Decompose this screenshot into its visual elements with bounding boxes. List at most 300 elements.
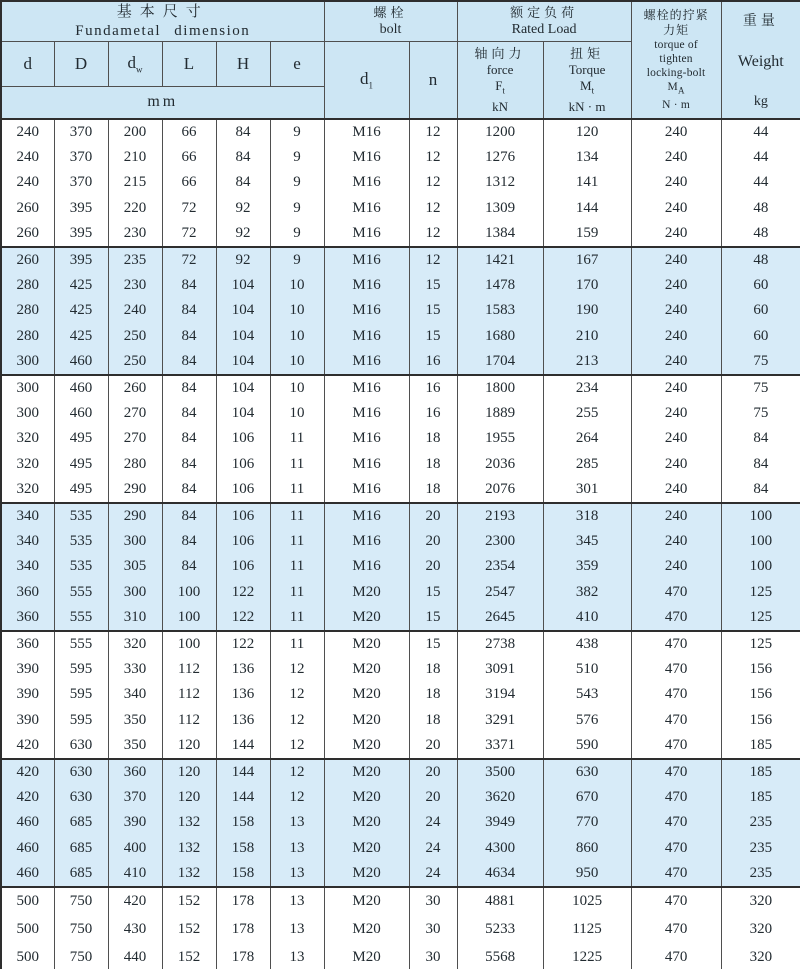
cell: 340	[108, 682, 162, 708]
cell: 125	[721, 580, 800, 606]
cell: 84	[162, 375, 216, 401]
cell: 100	[721, 503, 800, 529]
cell: 10	[270, 298, 324, 324]
cell: 1384	[457, 221, 543, 247]
cell: 9	[270, 145, 324, 171]
cell: 72	[162, 221, 216, 247]
cell: 1309	[457, 196, 543, 222]
cell: 345	[543, 529, 631, 555]
cell: 2193	[457, 503, 543, 529]
table-row	[1, 631, 800, 657]
cell: 156	[721, 656, 800, 682]
cell: 9	[270, 221, 324, 247]
cell: M16	[324, 477, 409, 503]
cell: 460	[1, 810, 54, 836]
cell: 178	[216, 915, 270, 943]
cell: 240	[631, 349, 721, 375]
cell: 425	[54, 273, 108, 299]
cell: 10	[270, 349, 324, 375]
cell: 48	[721, 196, 800, 222]
header-col-dw: $d_w$	[108, 41, 162, 86]
table-row	[1, 656, 800, 682]
cell: 11	[270, 477, 324, 503]
cell: 235	[721, 810, 800, 836]
cell: 240	[1, 145, 54, 171]
cell: 92	[216, 196, 270, 222]
cell: M16	[324, 349, 409, 375]
cell: 240	[631, 119, 721, 145]
cell: M20	[324, 810, 409, 836]
cell: 240	[631, 477, 721, 503]
cell: 495	[54, 426, 108, 452]
cell: 1225	[543, 943, 631, 969]
cell: 670	[543, 784, 631, 810]
header-bolt-en: bolt	[379, 22, 402, 38]
header-col-e: e	[270, 41, 324, 86]
cell: 100	[162, 631, 216, 657]
header-bolt-zh: 螺栓	[373, 5, 408, 21]
cell: 320	[721, 943, 800, 969]
cell: 630	[543, 759, 631, 785]
cell: 84	[162, 503, 216, 529]
cell: 152	[162, 915, 216, 943]
cell: M16	[324, 221, 409, 247]
cell: 470	[631, 784, 721, 810]
cell: 158	[216, 861, 270, 887]
cell: 470	[631, 759, 721, 785]
cell: 12	[409, 145, 457, 171]
cell: 470	[631, 682, 721, 708]
cell: 595	[54, 656, 108, 682]
cell: 220	[108, 196, 162, 222]
table-row	[1, 119, 800, 145]
cell: 84	[162, 324, 216, 350]
cell: 48	[721, 247, 800, 273]
cell: 1276	[457, 145, 543, 171]
cell: 350	[108, 733, 162, 759]
cell: 280	[1, 324, 54, 350]
table-row	[1, 401, 800, 427]
cell: M16	[324, 401, 409, 427]
cell: 470	[631, 887, 721, 915]
cell: 460	[54, 349, 108, 375]
cell: 390	[108, 810, 162, 836]
header-axial-force-unit: kN	[492, 98, 508, 114]
table-row	[1, 529, 800, 555]
cell: M16	[324, 119, 409, 145]
cell: 24	[409, 810, 457, 836]
cell: 112	[162, 682, 216, 708]
cell: 141	[543, 170, 631, 196]
cell: 18	[409, 656, 457, 682]
cell: 320	[721, 915, 800, 943]
cell: 13	[270, 861, 324, 887]
cell: 104	[216, 324, 270, 350]
table-row	[1, 170, 800, 196]
table-row	[1, 915, 800, 943]
header-axial-force-en: force	[486, 61, 514, 77]
cell: 12	[409, 196, 457, 222]
cell: 250	[108, 324, 162, 350]
cell: 15	[409, 631, 457, 657]
cell: 144	[216, 733, 270, 759]
cell: M20	[324, 580, 409, 606]
cell: 3620	[457, 784, 543, 810]
table-row	[1, 221, 800, 247]
cell: 200	[108, 119, 162, 145]
cell: 340	[1, 554, 54, 580]
cell: 158	[216, 810, 270, 836]
cell: 210	[543, 324, 631, 350]
cell: 500	[1, 915, 54, 943]
cell: 460	[54, 401, 108, 427]
table-row	[1, 298, 800, 324]
cell: 20	[409, 784, 457, 810]
header-locking-torque-unit: N · m	[662, 98, 690, 111]
cell: 240	[631, 503, 721, 529]
cell: 3371	[457, 733, 543, 759]
cell: 12	[270, 759, 324, 785]
cell: 92	[216, 247, 270, 273]
cell: 590	[543, 733, 631, 759]
cell: 44	[721, 145, 800, 171]
cell: 12	[270, 784, 324, 810]
cell: 320	[1, 452, 54, 478]
cell: 9	[270, 119, 324, 145]
cell: 535	[54, 529, 108, 555]
cell: 120	[543, 119, 631, 145]
cell: 15	[409, 605, 457, 631]
cell: 75	[721, 401, 800, 427]
cell: 11	[270, 605, 324, 631]
cell: 48	[721, 221, 800, 247]
table-row	[1, 943, 800, 969]
header-torque-symbol: $M_t$	[580, 77, 595, 96]
cell: 240	[1, 119, 54, 145]
cell: 305	[108, 554, 162, 580]
cell: 152	[162, 943, 216, 969]
table-row	[1, 503, 800, 529]
cell: 685	[54, 810, 108, 836]
cell: 320	[721, 887, 800, 915]
cell: 330	[108, 656, 162, 682]
cell: 370	[54, 119, 108, 145]
cell: M20	[324, 708, 409, 734]
cell: 250	[108, 349, 162, 375]
cell: 240	[631, 145, 721, 171]
cell: 390	[1, 708, 54, 734]
cell: 122	[216, 580, 270, 606]
cell: 630	[54, 733, 108, 759]
cell: 240	[108, 298, 162, 324]
header-weight	[721, 1, 800, 119]
cell: 84	[216, 170, 270, 196]
cell: 213	[543, 349, 631, 375]
cell: 170	[543, 273, 631, 299]
cell: 543	[543, 682, 631, 708]
cell: 360	[1, 631, 54, 657]
cell: 470	[631, 861, 721, 887]
cell: 400	[108, 836, 162, 862]
cell: 84	[162, 349, 216, 375]
table-row	[1, 375, 800, 401]
cell: 100	[162, 580, 216, 606]
cell: 60	[721, 273, 800, 299]
table-row	[1, 836, 800, 862]
cell: 104	[216, 298, 270, 324]
cell: 320	[1, 477, 54, 503]
cell: 1312	[457, 170, 543, 196]
header-col-D: D	[54, 41, 108, 86]
cell: 235	[108, 247, 162, 273]
cell: 470	[631, 631, 721, 657]
cell: 555	[54, 631, 108, 657]
header-torque-en: Torque	[568, 61, 606, 77]
cell: 18	[409, 477, 457, 503]
cell: 106	[216, 503, 270, 529]
cell: 270	[108, 401, 162, 427]
cell: M16	[324, 375, 409, 401]
cell: 555	[54, 605, 108, 631]
cell: 235	[721, 861, 800, 887]
cell: 2076	[457, 477, 543, 503]
cell: 13	[270, 836, 324, 862]
header-col-d1: $d_1$	[324, 41, 409, 119]
cell: 60	[721, 298, 800, 324]
cell: 3091	[457, 656, 543, 682]
cell: 13	[270, 887, 324, 915]
cell: 9	[270, 247, 324, 273]
cell: 535	[54, 503, 108, 529]
cell: M20	[324, 861, 409, 887]
cell: 10	[270, 401, 324, 427]
cell: 285	[543, 452, 631, 478]
cell: 9	[270, 196, 324, 222]
cell: 12	[409, 221, 457, 247]
header-locking-torque-en1: torque of	[654, 39, 698, 52]
cell: 290	[108, 503, 162, 529]
header-col-axial-force	[457, 41, 543, 119]
cell: 185	[721, 733, 800, 759]
cell: 156	[721, 708, 800, 734]
header-col-n: n	[409, 41, 457, 119]
cell: 310	[108, 605, 162, 631]
cell: 106	[216, 554, 270, 580]
cell: 24	[409, 836, 457, 862]
cell: 18	[409, 708, 457, 734]
cell: 230	[108, 221, 162, 247]
cell: 84	[721, 452, 800, 478]
cell: 470	[631, 580, 721, 606]
cell: 136	[216, 682, 270, 708]
cell: 280	[1, 298, 54, 324]
cell: 438	[543, 631, 631, 657]
header-axial-force-symbol: $F_t$	[495, 77, 505, 96]
cell: 84	[721, 426, 800, 452]
table-row	[1, 733, 800, 759]
cell: M20	[324, 656, 409, 682]
cell: 12	[270, 733, 324, 759]
cell: 320	[1, 426, 54, 452]
cell: 770	[543, 810, 631, 836]
cell: 2738	[457, 631, 543, 657]
cell: 340	[1, 529, 54, 555]
cell: 359	[543, 554, 631, 580]
cell: 370	[108, 784, 162, 810]
cell: 340	[1, 503, 54, 529]
cell: 390	[1, 656, 54, 682]
cell: 144	[216, 784, 270, 810]
cell: 20	[409, 554, 457, 580]
cell: 470	[631, 943, 721, 969]
table-row	[1, 887, 800, 915]
cell: 12	[409, 170, 457, 196]
header-bolt	[324, 1, 457, 41]
cell: M20	[324, 733, 409, 759]
cell: 240	[631, 298, 721, 324]
cell: 18	[409, 426, 457, 452]
header-axial-force-zh: 轴向力	[474, 45, 526, 61]
cell: 106	[216, 529, 270, 555]
cell: 167	[543, 247, 631, 273]
cell: 240	[1, 170, 54, 196]
cell: 132	[162, 836, 216, 862]
cell: 860	[543, 836, 631, 862]
table-row	[1, 349, 800, 375]
cell: 178	[216, 943, 270, 969]
cell: 30	[409, 915, 457, 943]
cell: M20	[324, 682, 409, 708]
cell: 185	[721, 784, 800, 810]
cell: M16	[324, 196, 409, 222]
cell: 1800	[457, 375, 543, 401]
cell: 100	[721, 554, 800, 580]
cell: 75	[721, 349, 800, 375]
cell: 3500	[457, 759, 543, 785]
cell: 66	[162, 145, 216, 171]
cell: 132	[162, 810, 216, 836]
cell: 18	[409, 452, 457, 478]
cell: 1200	[457, 119, 543, 145]
cell: 11	[270, 631, 324, 657]
table-row	[1, 426, 800, 452]
cell: 260	[1, 221, 54, 247]
cell: 500	[1, 943, 54, 969]
cell: 1478	[457, 273, 543, 299]
cell: 106	[216, 426, 270, 452]
cell: 125	[721, 605, 800, 631]
header-col-H: H	[216, 41, 270, 86]
cell: M20	[324, 605, 409, 631]
cell: 104	[216, 375, 270, 401]
cell: 84	[216, 145, 270, 171]
cell: M16	[324, 298, 409, 324]
table-body	[1, 119, 800, 969]
cell: 11	[270, 554, 324, 580]
cell: 264	[543, 426, 631, 452]
cell: 112	[162, 656, 216, 682]
cell: 3291	[457, 708, 543, 734]
cell: 460	[1, 836, 54, 862]
cell: 234	[543, 375, 631, 401]
cell: 112	[162, 708, 216, 734]
cell: 555	[54, 580, 108, 606]
cell: 1955	[457, 426, 543, 452]
cell: 18	[409, 682, 457, 708]
cell: 20	[409, 759, 457, 785]
cell: 230	[108, 273, 162, 299]
table-row	[1, 605, 800, 631]
cell: 3194	[457, 682, 543, 708]
cell: 120	[162, 759, 216, 785]
header-weight-unit: kg	[753, 94, 768, 109]
table-row	[1, 810, 800, 836]
cell: 2300	[457, 529, 543, 555]
cell: 1125	[543, 915, 631, 943]
cell: 20	[409, 529, 457, 555]
cell: 5568	[457, 943, 543, 969]
cell: 370	[54, 170, 108, 196]
cell: 350	[108, 708, 162, 734]
cell: 11	[270, 529, 324, 555]
cell: 13	[270, 943, 324, 969]
cell: 134	[543, 145, 631, 171]
cell: 750	[54, 943, 108, 969]
cell: 510	[543, 656, 631, 682]
cell: 120	[162, 733, 216, 759]
cell: 595	[54, 682, 108, 708]
cell: 185	[721, 759, 800, 785]
cell: 750	[54, 887, 108, 915]
cell: M16	[324, 170, 409, 196]
cell: 30	[409, 943, 457, 969]
cell: M16	[324, 273, 409, 299]
cell: 144	[216, 759, 270, 785]
cell: 11	[270, 452, 324, 478]
cell: M20	[324, 943, 409, 969]
cell: 84	[721, 477, 800, 503]
header-locking-torque-symbol: $M_A$	[667, 81, 685, 96]
table-row	[1, 759, 800, 785]
table-row	[1, 554, 800, 580]
cell: M16	[324, 324, 409, 350]
cell: 1583	[457, 298, 543, 324]
cell: 4881	[457, 887, 543, 915]
cell: 4634	[457, 861, 543, 887]
cell: 158	[216, 836, 270, 862]
cell: 300	[1, 375, 54, 401]
cell: 240	[631, 273, 721, 299]
cell: 300	[1, 401, 54, 427]
cell: 15	[409, 273, 457, 299]
cell: 16	[409, 375, 457, 401]
cell: 44	[721, 170, 800, 196]
cell: 240	[631, 401, 721, 427]
cell: 5233	[457, 915, 543, 943]
cell: 84	[162, 529, 216, 555]
cell: 136	[216, 708, 270, 734]
table-row	[1, 452, 800, 478]
cell: 156	[721, 682, 800, 708]
cell: 630	[54, 784, 108, 810]
cell: 2036	[457, 452, 543, 478]
cell: 470	[631, 708, 721, 734]
table-row	[1, 580, 800, 606]
cell: 84	[216, 119, 270, 145]
cell: 470	[631, 605, 721, 631]
cell: 190	[543, 298, 631, 324]
table-header	[1, 1, 800, 119]
